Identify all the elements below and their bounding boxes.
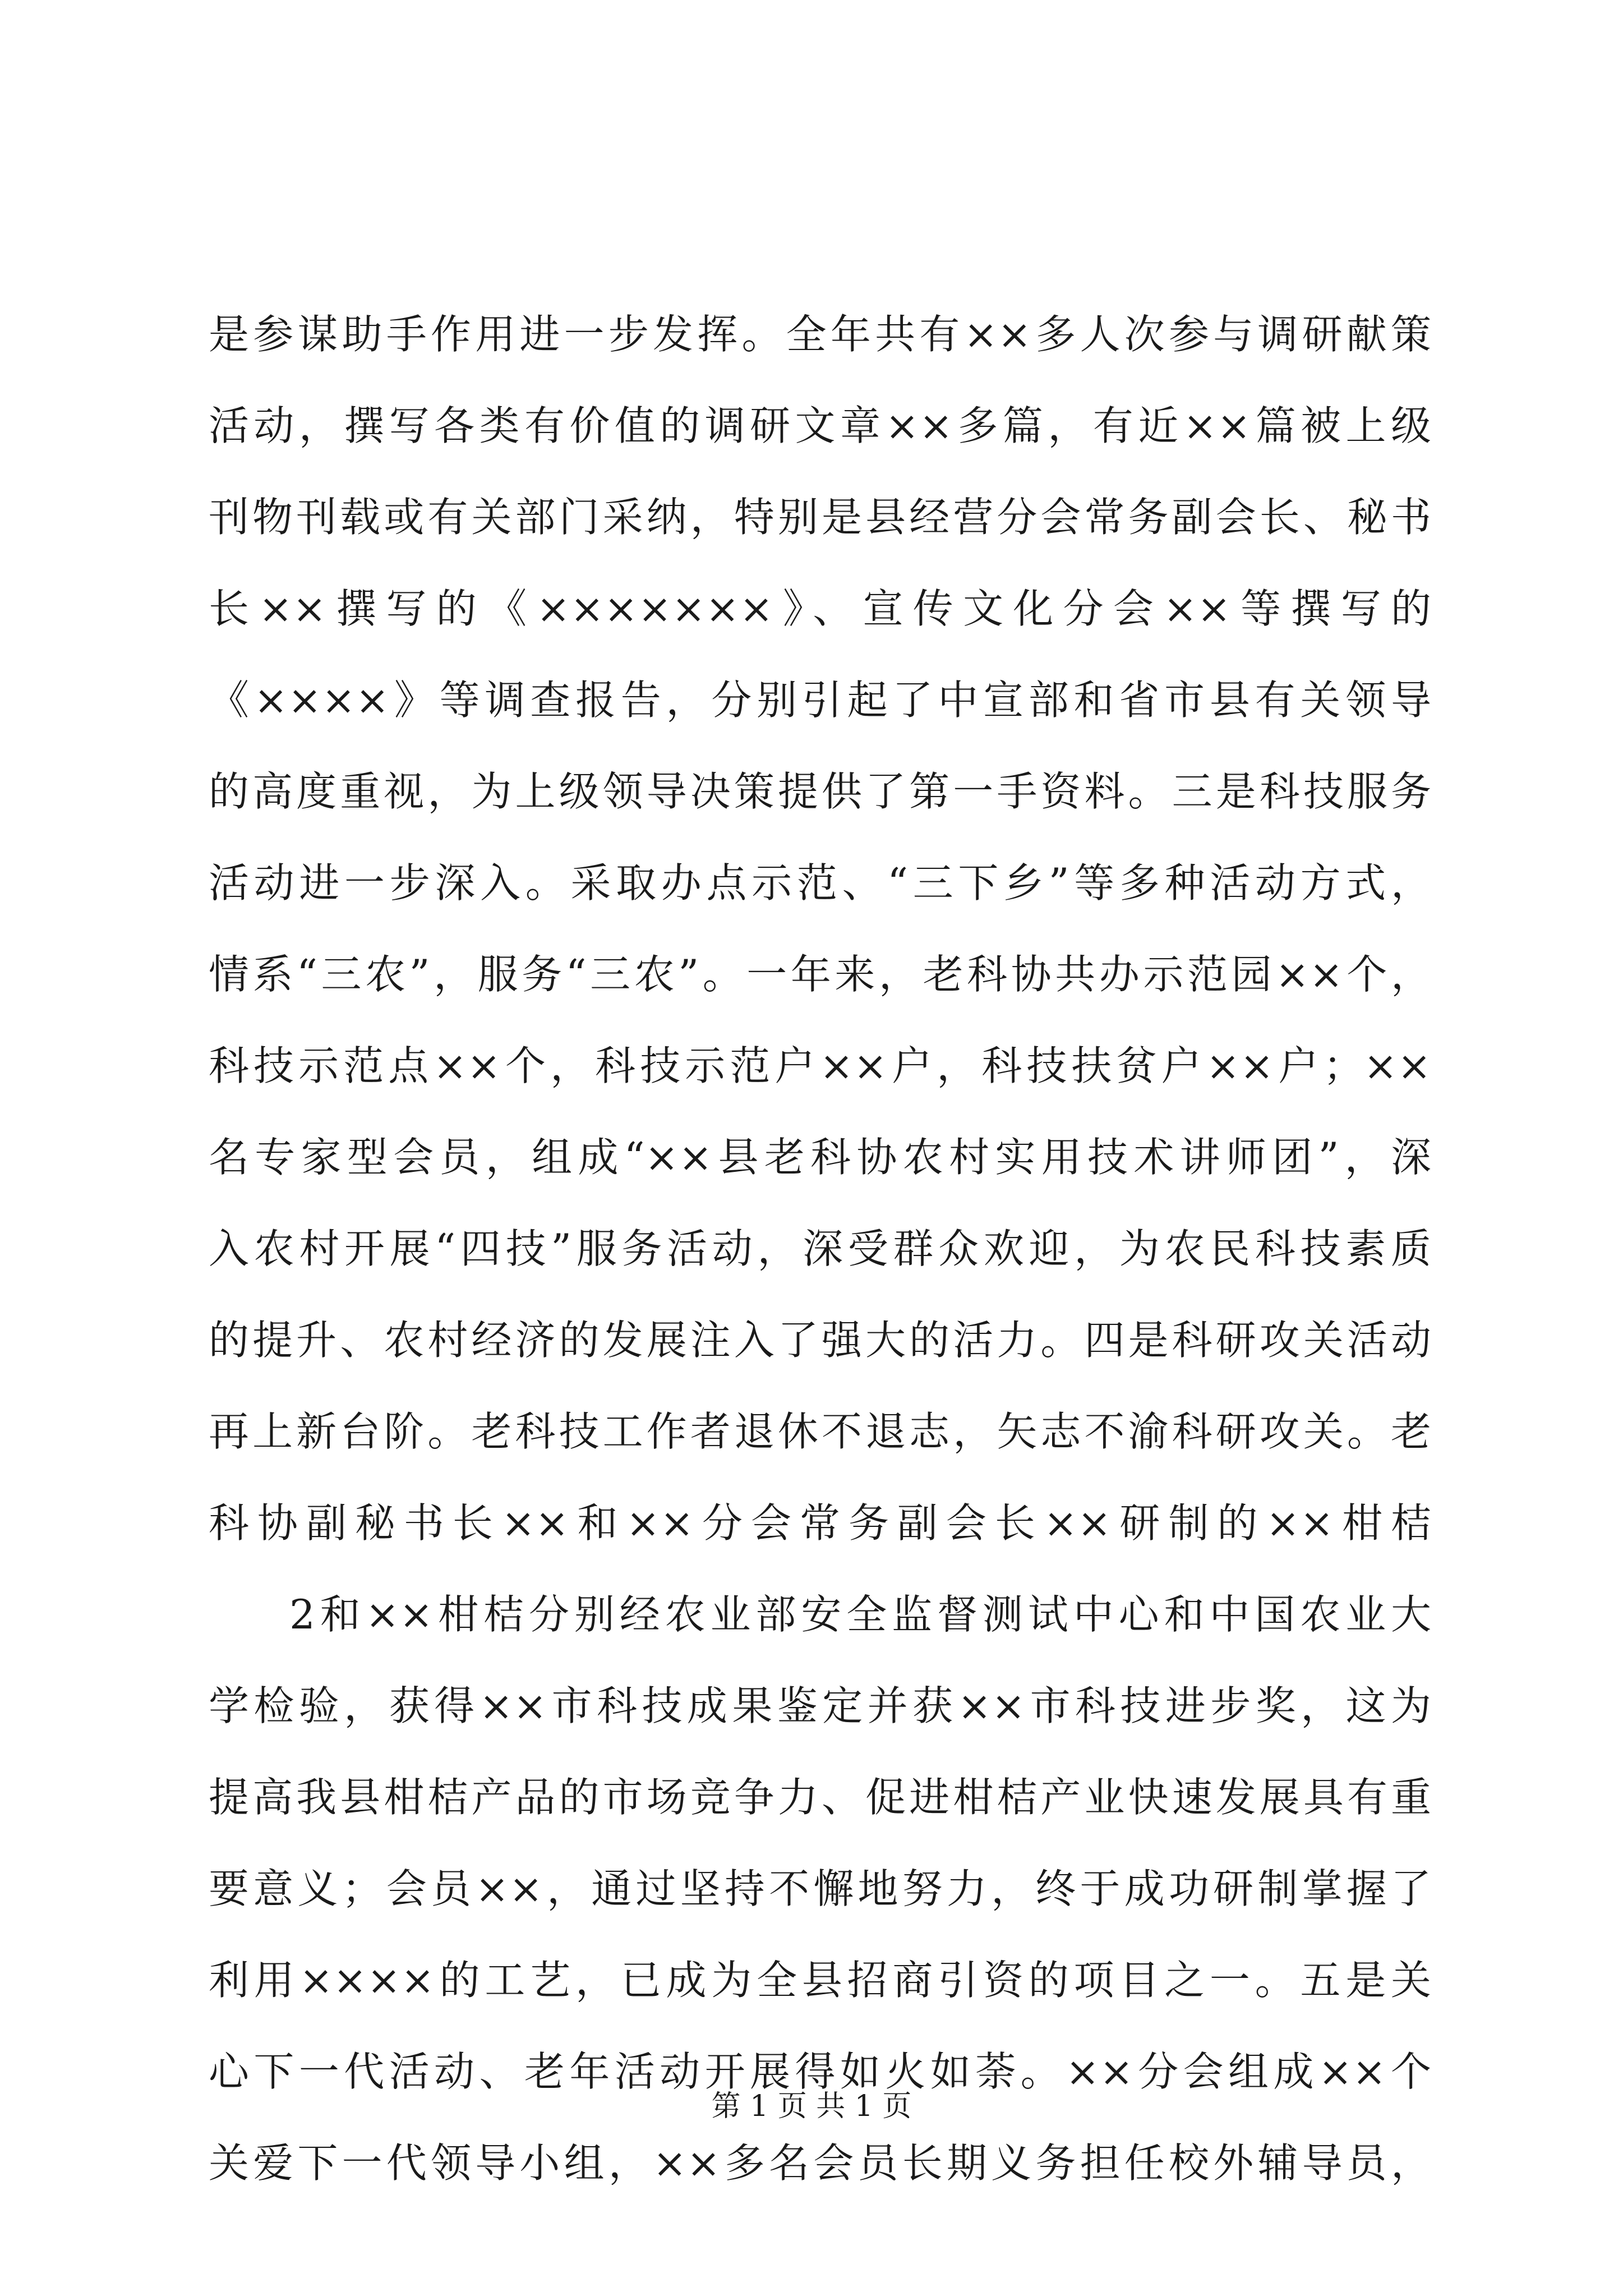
text-line: 再上新台阶。老科技工作者退休不退志，矢志不渝科研攻关。老 [209,1408,1431,1455]
text-line: 《××××》等调查报告，分别引起了中宣部和省市县有关领导 [209,677,1431,724]
text-line: 的高度重视，为上级领导决策提供了第一手资料。三是科技服务 [209,768,1431,815]
text-line: 刊物刊载或有关部门采纳，特别是县经营分会常务副会长、秘书 [209,494,1431,541]
text-line: 2和××柑桔分别经农业部安全监督测试中心和中国农业大 [289,1591,1431,1638]
page-footer: 第 1 页 共 1 页 [711,2090,912,2123]
text-line: 关爱下一代领导小组，××多名会员长期义务担任校外辅导员， [209,2139,1431,2187]
body-text [209,289,1431,2209]
text-line: 情系“三农”，服务“三农”。一年来，老科协共办示范园××个， [209,951,1431,998]
text-line: 心下一代活动、老年活动开展得如火如荼。××分会组成××个 [209,2048,1431,2095]
text-line: 的提升、农村经济的发展注入了强大的活力。四是科研攻关活动 [209,1317,1431,1364]
text-line: 名专家型会员，组成“××县老科协农村实用技术讲师团”，深 [209,1134,1431,1181]
text-line: 要意义；会员××，通过坚持不懈地努力，终于成功研制掌握了 [209,1865,1431,1912]
text-line: 活动，撰写各类有价值的调研文章××多篇，有近××篇被上级 [209,402,1431,449]
text-line: 科技示范点××个，科技示范户××户，科技扶贫户××户；×× [209,1042,1431,1089]
text-line: 活动进一步深入。采取办点示范、“三下乡”等多种活动方式， [209,859,1431,907]
text-line: 提高我县柑桔产品的市场竞争力、促进柑桔产业快速发展具有重 [209,1774,1431,1821]
text-line: 入农村开展“四技”服务活动，深受群众欢迎，为农民科技素质 [209,1225,1431,1272]
text-line: 学检验，获得××市科技成果鉴定并获××市科技进步奖，这为 [209,1682,1431,1729]
text-line: 长××撰写的《×××××××》、宣传文化分会××等撰写的 [209,585,1431,632]
text-line: 科协副秘书长××和××分会常务副会长××研制的××柑桔 [209,1499,1431,1547]
text-line: 是参谋助手作用进一步发挥。全年共有××多人次参与调研献策 [209,311,1431,358]
text-line: 利用××××的工艺，已成为全县招商引资的项目之一。五是关 [209,1957,1431,2004]
